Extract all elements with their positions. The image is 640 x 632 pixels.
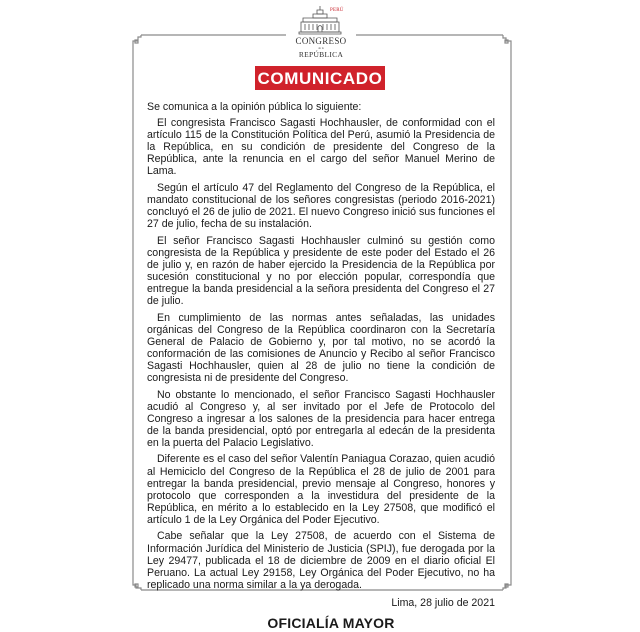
logo-wordmark xyxy=(288,37,354,59)
logo-line-congreso: CONGRESO xyxy=(295,36,347,46)
paragraph: Cabe señalar que la Ley 27508, de acuerdo con el Sistema de Información Jurídica del Ministerio de Justicia (SPIJ), fue derogada por la Ley 29477, publicada el 18 de diciembre de 2009 en el diario oficial El Peruano. La actual Ley 29158, Ley Orgánica del Poder Ejecutivo, no ha replicado una norma similar a la ya derogada. xyxy=(147,530,495,591)
corner-ornament-top-right xyxy=(503,35,511,45)
signature: OFICIALÍA MAYOR xyxy=(267,615,395,631)
logo-line-republica: REPÚBLICA xyxy=(298,50,344,59)
paragraph: El señor Francisco Sagasti Hochhausler culminó su gestión como congresista de la República y presidente de este poder del Estado el 26 de julio y, en razón de haber ejercido la Presidencia de la República por sucesión constitucional y no por elección popular, correspondía que entregue la banda presidencial a la señora presidenta del Congreso el 27 de julio. xyxy=(147,234,495,308)
corner-ornament-top-left xyxy=(133,35,141,45)
congreso-logo xyxy=(288,4,354,64)
paragraph: Según el artículo 47 del Reglamento del Congreso de la República, el mandato constitucional de los señores congresistas (periodo 2016-2021) concluyó el 26 de julio de 2021. El nuevo Congreso inició sus funciones el 27 de julio, fecha de su instalación. xyxy=(147,181,495,231)
paragraph: En cumplimiento de las normas antes señaladas, las unidades orgánicas del Congreso de la República coordinaron con la Secretaría General de Palacio de Gobierno y, por tal motivo, no se acordó la conformación de las comisiones de Anuncio y Recibo al señor Francisco Sagasti Hochhausler, quien al 28 de julio no tiene la condición de congresista ni de presidente del Congreso. xyxy=(147,311,495,385)
logo-connector: de la xyxy=(318,46,324,50)
statement-body xyxy=(147,101,495,595)
date-line: Lima, 28 julio de 2021 xyxy=(391,597,495,609)
corner-ornament-bottom-right xyxy=(503,582,511,590)
statement-footer xyxy=(147,597,495,632)
logo-country: PERÚ xyxy=(330,8,344,13)
intro-line: Se comunica a la opinión pública lo siguiente: xyxy=(147,101,362,113)
comunicado-banner: COMUNICADO xyxy=(255,66,385,90)
congress-building-icon xyxy=(288,4,354,36)
corner-ornament-bottom-left xyxy=(133,582,141,590)
paragraph: No obstante lo mencionado, el señor Francisco Sagasti Hochhausler acudió al Congreso y, al ser invitado por el Jefe de Protocolo del Congreso a ingresar a los salones de la presidencia para hacer entrega de la banda presidencial, optó por entregarla al edecán de la presidenta en la puerta del Palacio Legislativo. xyxy=(147,388,495,449)
paragraph: El congresista Francisco Sagasti Hochhausler, de conformidad con el artículo 115 de la Constitución Política del Perú, asumió la Presidencia de la República, en su condición de presidente del Congreso de la República, ante la renuncia en el cargo del señor Manuel Merino de Lama. xyxy=(147,117,495,178)
paragraph: Diferente es el caso del señor Valentín Paniagua Corazao, quien acudió al Hemiciclo del Congreso de la República el 28 de julio de 2001 para entregar la banda presidencial, previo mensaje al Congreso, honores y protocolo que corresponden a la investidura del presidente de la República, en mérito a lo establecido en la Ley 27508, que modificó el artículo 1 de la Ley Orgánica del Poder Ejecutivo. xyxy=(147,453,495,526)
